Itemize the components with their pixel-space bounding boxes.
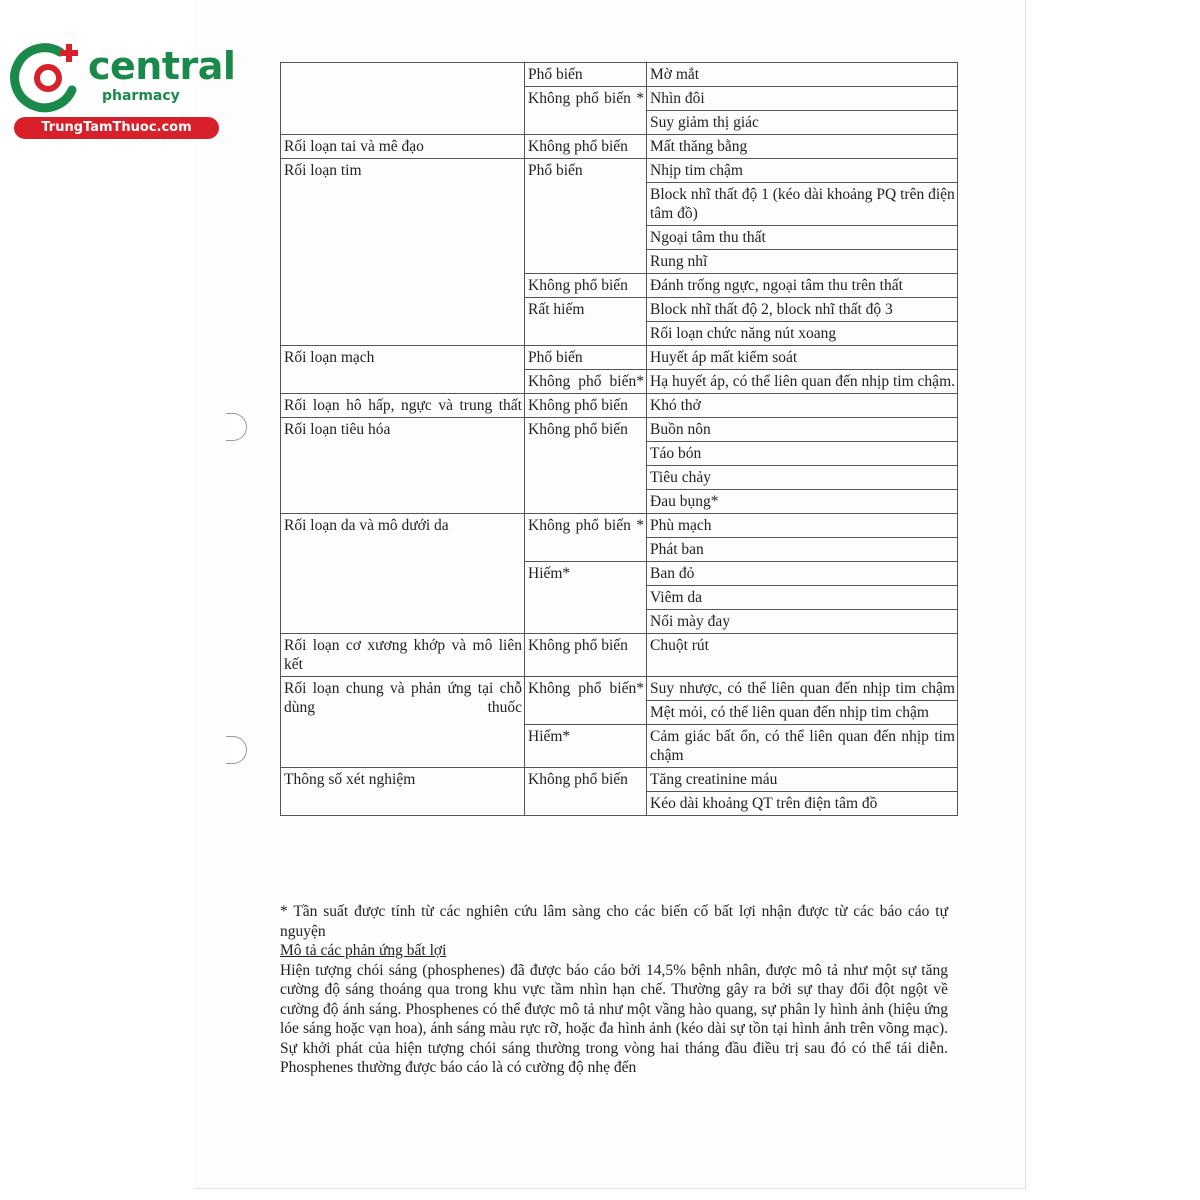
frequency-cell: Rất hiếm [525, 298, 647, 346]
effect-cell: Rung nhĩ [647, 250, 958, 274]
site-badge[interactable]: TrungTamThuoc.com [14, 117, 219, 139]
organ-cell: Rối loạn tiêu hóa [281, 418, 525, 514]
table-row [281, 514, 958, 538]
effect-cell: Viêm da [647, 586, 958, 610]
table-row [281, 63, 958, 87]
table-row [281, 159, 958, 183]
effect-cell: Mất thăng bằng [647, 135, 958, 159]
effect-cell: Block nhĩ thất độ 1 (kéo dài khoảng PQ trên điện tâm đồ) [647, 183, 958, 226]
effect-cell: Hạ huyết áp, có thể liên quan đến nhịp tim chậm. [647, 370, 958, 394]
effect-cell: Tiêu chảy [647, 466, 958, 490]
organ-cell [281, 63, 525, 135]
central-pharmacy-logo[interactable] [10, 38, 236, 138]
effect-cell: Huyết áp mất kiểm soát [647, 346, 958, 370]
table-row [281, 135, 958, 159]
effect-cell: Nổi mày đay [647, 610, 958, 634]
frequency-cell: Không phổ biến* [525, 677, 647, 725]
frequency-cell: Không phổ biến* [525, 370, 647, 394]
table-row [281, 418, 958, 442]
effect-cell: Mệt mỏi, có thể liên quan đến nhịp tim chậm [647, 701, 958, 725]
effect-cell: Chuột rút [647, 634, 958, 677]
table-footnote: * Tần suất được tính từ các nghiên cứu lâm sàng cho các biến cố bất lợi nhận được từ các báo cáo tự nguyện [280, 903, 948, 940]
pharmacy-cross-logo-icon [10, 38, 90, 118]
table-row [281, 677, 958, 701]
effect-cell: Cảm giác bất ổn, có thể liên quan đến nhịp tim chậm [647, 725, 958, 768]
frequency-cell: Không phổ biến [525, 394, 647, 418]
table-row [281, 346, 958, 370]
frequency-cell: Hiếm* [525, 725, 647, 768]
effect-cell: Táo bón [647, 442, 958, 466]
organ-cell: Rối loạn mạch [281, 346, 525, 394]
effect-cell: Ban đỏ [647, 562, 958, 586]
frequency-cell: Không phổ biến [525, 768, 647, 816]
organ-cell: Rối loạn tai và mê đạo [281, 135, 525, 159]
frequency-cell: Không phổ biến * [525, 87, 647, 135]
effect-cell: Suy nhược, có thể liên quan đến nhịp tim chậm [647, 677, 958, 701]
frequency-cell: Không phổ biến [525, 418, 647, 514]
frequency-cell: Không phổ biến * [525, 514, 647, 562]
frequency-cell: Không phổ biến [525, 135, 647, 159]
section-heading: Mô tả các phản ứng bất lợi [280, 942, 447, 959]
effect-cell: Rối loạn chức năng nút xoang [647, 322, 958, 346]
effect-cell: Nhìn đôi [647, 87, 958, 111]
effect-cell: Buồn nôn [647, 418, 958, 442]
effect-cell: Block nhĩ thất độ 2, block nhĩ thất độ 3 [647, 298, 958, 322]
frequency-cell: Phổ biến [525, 346, 647, 370]
organ-cell: Thông số xét nghiệm [281, 768, 525, 816]
frequency-cell: Không phổ biến [525, 634, 647, 677]
frequency-cell: Phổ biến [525, 159, 647, 274]
text-body [280, 902, 948, 1078]
effect-cell: Phát ban [647, 538, 958, 562]
brand-name: central [88, 44, 236, 88]
table-row [281, 634, 958, 677]
frequency-cell: Hiếm* [525, 562, 647, 634]
effect-cell: Đánh trống ngực, ngoại tâm thu trên thất [647, 274, 958, 298]
effect-cell: Khó thở [647, 394, 958, 418]
table-row [281, 768, 958, 792]
effect-cell: Mờ mắt [647, 63, 958, 87]
effect-cell: Kéo dài khoảng QT trên điện tâm đồ [647, 792, 958, 816]
frequency-cell: Phổ biến [525, 63, 647, 87]
effect-cell: Nhịp tim chậm [647, 159, 958, 183]
effect-cell: Suy giảm thị giác [647, 111, 958, 135]
organ-cell: Rối loạn cơ xương khớp và mô liên kết [281, 634, 525, 677]
adverse-effects-table [280, 62, 958, 816]
organ-cell: Rối loạn chung và phản ứng tại chỗ dùng thuốc [281, 677, 525, 768]
effect-cell: Tăng creatinine máu [647, 768, 958, 792]
organ-cell: Rối loạn da và mô dưới da [281, 514, 525, 634]
effect-cell: Phù mạch [647, 514, 958, 538]
brand-subtitle: pharmacy [102, 88, 180, 104]
effect-cell: Đau bụng* [647, 490, 958, 514]
body-paragraph: Hiện tượng chói sáng (phosphenes) đã được báo cáo bởi 14,5% bệnh nhân, được mô tả như một sự tăng cường độ sáng thoáng qua trong khu vực tầm nhìn hạn chế. Thường gây ra bởi sự thay đổi đột ngột về cường độ ánh sáng. Phosphenes có thể được mô tả như một vầng hào quang, sự phân ly hình ảnh (hiệu ứng lóe sáng hoặc vạn hoa), ánh sáng màu rực rỡ, hoặc đa hình ảnh (kéo dài sự tồn tại hình ảnh trên võng mạc). Sự khởi phát của hiện tượng chói sáng thường trong vòng hai tháng đầu điều trị sau đó có thể tái diễn. Phosphenes thường được báo cáo là có cường độ nhẹ đến [280, 961, 948, 1076]
frequency-cell: Không phổ biến [525, 274, 647, 298]
effect-cell: Ngoại tâm thu thất [647, 226, 958, 250]
organ-cell: Rối loạn hô hấp, ngực và trung thất [281, 394, 525, 418]
table-row [281, 394, 958, 418]
organ-cell: Rối loạn tim [281, 159, 525, 346]
